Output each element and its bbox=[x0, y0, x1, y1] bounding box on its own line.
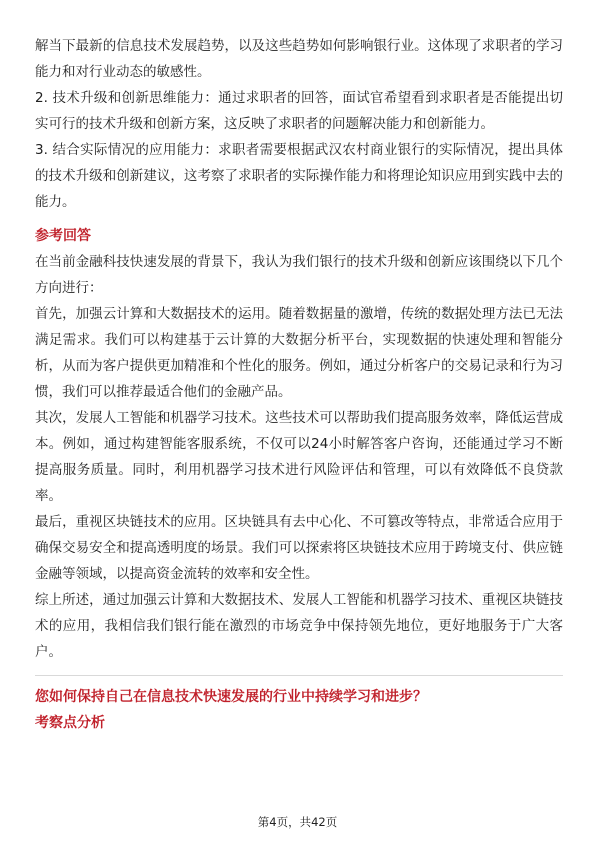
answer-paragraph: 综上所述，通过加强云计算和大数据技术、发展人工智能和机器学习技术、重视区块链技术的应用，我相信我们银行能在激烈的市场竞争中保持领先地位，更好地服务于广大客户。 bbox=[35, 592, 563, 660]
answer-paragraph: 其次，发展人工智能和机器学习技术。这些技术可以帮助我们提高服务效率，降低运营成本。例如，通过构建智能客服系统，不仅可以24小时解答客户咨询，还能通过学习不断提高服务质量。同时，利用机器学习技术进行风险评估和管理，可以有效降低不良贷款率。 bbox=[35, 410, 563, 504]
page-footer bbox=[0, 814, 595, 830]
analysis-heading: 考察点分析 bbox=[35, 715, 105, 731]
section-divider bbox=[35, 675, 563, 676]
answer-paragraph: 最后，重视区块链技术的应用。区块链具有去中心化、不可篡改等特点，非常适合应用于确保交易安全和提高透明度的场景。我们可以探索将区块链技术应用于跨境支付、供应链金融等领域，以提高资金流转的效率和安全性。 bbox=[35, 514, 563, 582]
body-paragraph: 解当下最新的信息技术发展趋势，以及这些趋势如何影响银行业。这体现了求职者的学习能力和对行业动态的敏感性。 bbox=[35, 38, 563, 80]
question-heading: 您如何保持自己在信息技术快速发展的行业中持续学习和进步？ bbox=[35, 689, 427, 705]
page-number: 第4页，共42页 bbox=[257, 815, 338, 829]
document-body bbox=[35, 33, 563, 736]
reference-answer-heading: 参考回答 bbox=[35, 228, 91, 244]
answer-paragraph: 在当前金融科技快速发展的背景下，我认为我们银行的技术升级和创新应该围绕以下几个方向进行： bbox=[35, 254, 563, 296]
answer-paragraph: 首先，加强云计算和大数据技术的运用。随着数据量的激增，传统的数据处理方法已无法满足需求。我们可以构建基于云计算的大数据分析平台，实现数据的快速处理和智能分析，从而为客户提供更加精准和个性化的服务。例如，通过分析客户的交易记录和行为习惯，我们可以推荐最适合他们的金融产品。 bbox=[35, 306, 563, 400]
body-paragraph: 3. 结合实际情况的应用能力：求职者需要根据武汉农村商业银行的实际情况，提出具体的技术升级和创新建议，这考察了求职者的实际操作能力和将理论知识应用到实践中去的能力。 bbox=[35, 142, 563, 210]
body-paragraph: 2. 技术升级和创新思维能力：通过求职者的回答，面试官希望看到求职者是否能提出切实可行的技术升级和创新方案，这反映了求职者的问题解决能力和创新能力。 bbox=[35, 90, 563, 132]
